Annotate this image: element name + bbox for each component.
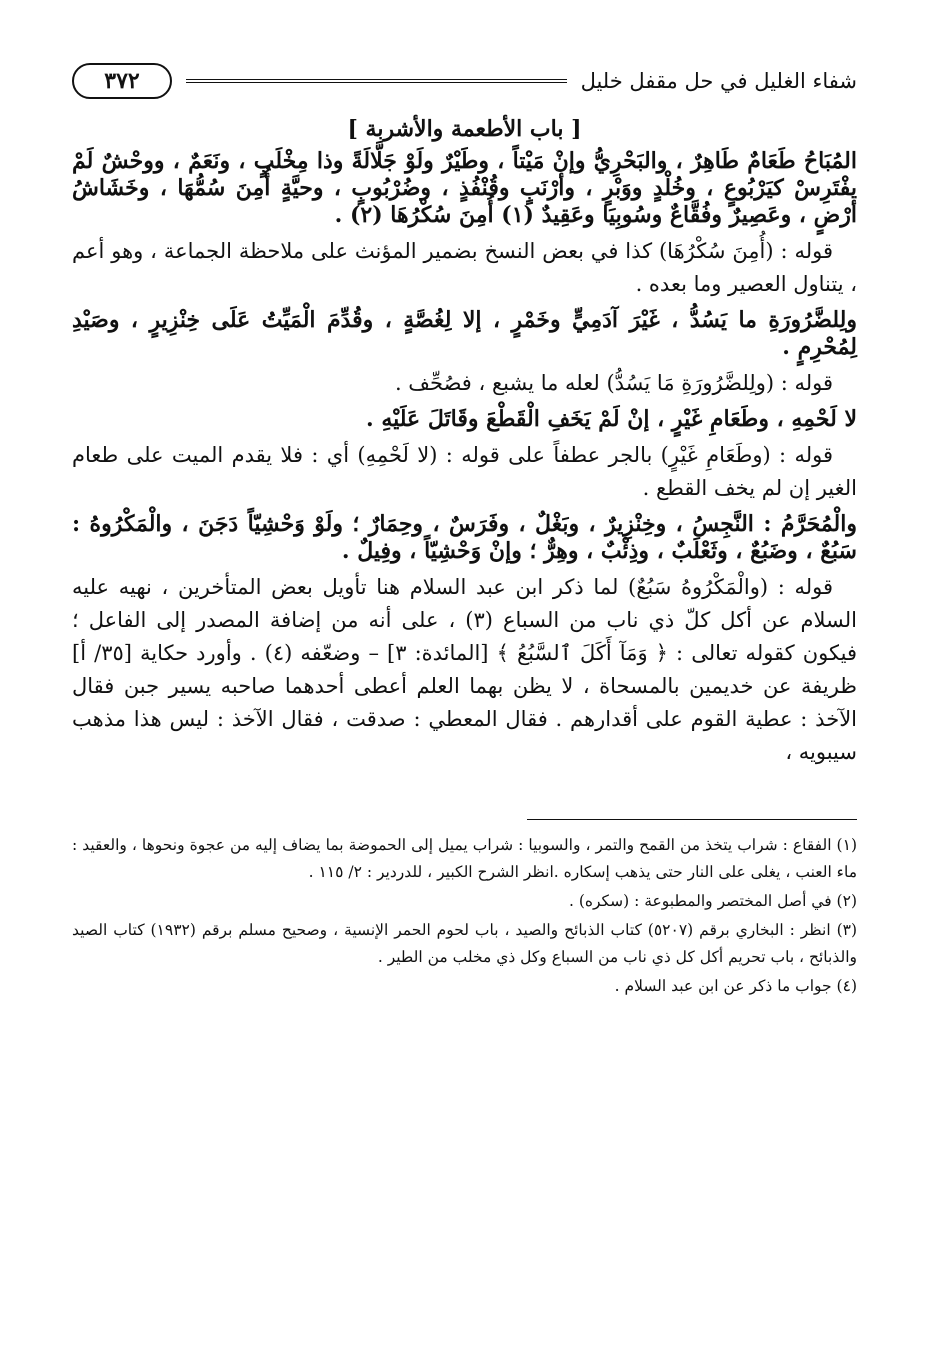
header-rule (186, 79, 567, 83)
matn-paragraph-1: المُبَاحُ طَعَامٌ طَاهِرٌ ، والبَحْرِيُّ وإنْ مَيْتاً ، وطَيْرٌ ولَوْ جَلَّالَةً وذا مِخْلَبٍ ، ونَعَمٌ ، ووحْشٌ لَمْ يفْتَرِسْ كيَرْبُوعٍ ، وخُلْدٍ ووَبْرٍ ، وأرْنَبٍ وقُنْفُذٍ ، وضُرْبُوبٍ ، وحيَّةٍ أُمِنَ سُمُّهَا ، وخَشَاشُ أرْضٍ ، وعَصِيرٌ وفُقَّاعٌ وسُوبِيَا وعَقِيدٌ (١) أُمِنَ سُكْرُهَا (٢) . (72, 148, 857, 228)
commentary-paragraph-4: قوله : (والْمَكْرُوهُ سَبُعٌ) لما ذكر ابن عبد السلام هنا تأويل بعض المتأخرين ، نهيه عليه السلام عن أكل كلّ ذي ناب من السباع (٣) ، على أنه من إضافة المصدر إلى الفاعل ؛ فيكون كقوله تعالى : ﴿ وَمَآ أَكَلَ ٱلسَّبُعُ ﴾ [المائدة: ٣] – وضعّفه (٤) . وأورد حكاية [٣٥/ أ] ظريفة عن خديمين بالمسحاة ، لا يظن بهما العلم أعطى أحدهما صاحبه يسير جبن فقال الآخذ : عطية القوم على أقدارهم . فقال المعطي : صدقت ، فقال الآخذ : ليس هذا مذهب سيبويه ، (72, 575, 858, 764)
footnote-4: (٤) جواب ما ذكر عن ابن عبد السلام . (614, 977, 857, 995)
commentary-paragraph-1: قوله : (أُمِنَ سُكْرُهَا) كذا في بعض النسخ بضمير المؤنث على ملاحظة الجماعة ، وهو أعم ، يتناول العصير وما بعده . (72, 239, 857, 296)
chapter-title: [ باب الأطعمة والأشربة ] (347, 116, 582, 142)
footnotes (72, 832, 857, 1000)
footnote-3: (٣) انظر : البخاري برقم (٥٢٠٧) كتاب الذبائح والصيد ، باب لحوم الحمر الإنسية ، وصحيح مسلم برقم (١٩٣٢) كتاب الصيد والذبائح ، باب تحريم أكل كل ذي ناب من السباع وكل ذي مخلب من الطير . (72, 921, 858, 966)
commentary-paragraph-2: قوله : (ولِلضَّرُورَةِ مَا يَسُدُّ) لعله ما يشبع ، فصُحِّف . (394, 371, 833, 395)
matn-paragraph-3: لا لَحْمِهِ ، وطَعَامِ غَيْرٍ ، إنْ لَمْ يَخَفِ الْقَطْعَ وقَاتَلَ عَلَيْهِ . (366, 406, 857, 432)
page-header (72, 60, 857, 102)
footnote-1: (١) الفقاع : شراب يتخذ من القمح والتمر ، والسوبيا : شراب يميل إلى الحموضة بما يضاف إليه من عجوة ونحوها ، والعقيد : ماء العنب ، يغلى على النار حتى يذهب إسكاره .انظر الشرح الكبير ، للدردير : ٢/ ١١٥ . (72, 836, 857, 881)
page-number: ٣٧٢ (72, 63, 172, 99)
footnote-2: (٢) في أصل المختصر والمطبوعة : (سكره) . (568, 892, 857, 910)
commentary-paragraph-3: قوله : (وطَعَامِ غَيْرٍ) بالجر عطفاً على قوله : (لا لَحْمِهِ) أي : فلا يقدم الميت على طعام الغير إن لم يخف القطع . (72, 443, 857, 500)
matn-paragraph-4: والْمُحَرَّمُ : النَّجِسُ ، وخِنْزِيرٌ ، وبَغْلٌ ، وفَرَسٌ ، وحِمَارٌ ؛ ولَوْ وَحْشِيّاً دَجَنَ ، والْمَكْرُوهُ : سَبُعٌ ، وضَبُعٌ ، وثَعْلَبٌ ، وذِئْبٌ ، وهِرٌّ ؛ وإنْ وَحْشِيّاً ، وفِيلٌ . (72, 511, 857, 564)
matn-paragraph-2: ولِلضَّرُورَةِ ما يَسُدُّ ، غَيْرَ آدَمِيٍّ وخَمْرٍ ، إلا لِغُصَّةٍ ، وقُدِّمَ الْمَيِّتُ عَلَى خِنْزِيرٍ ، وصَيْدِ لِمُحْرِمٍ . (72, 307, 857, 360)
footnote-separator (527, 819, 857, 820)
book-title: شفاء الغليل في حل مقفل خليل (580, 69, 857, 93)
